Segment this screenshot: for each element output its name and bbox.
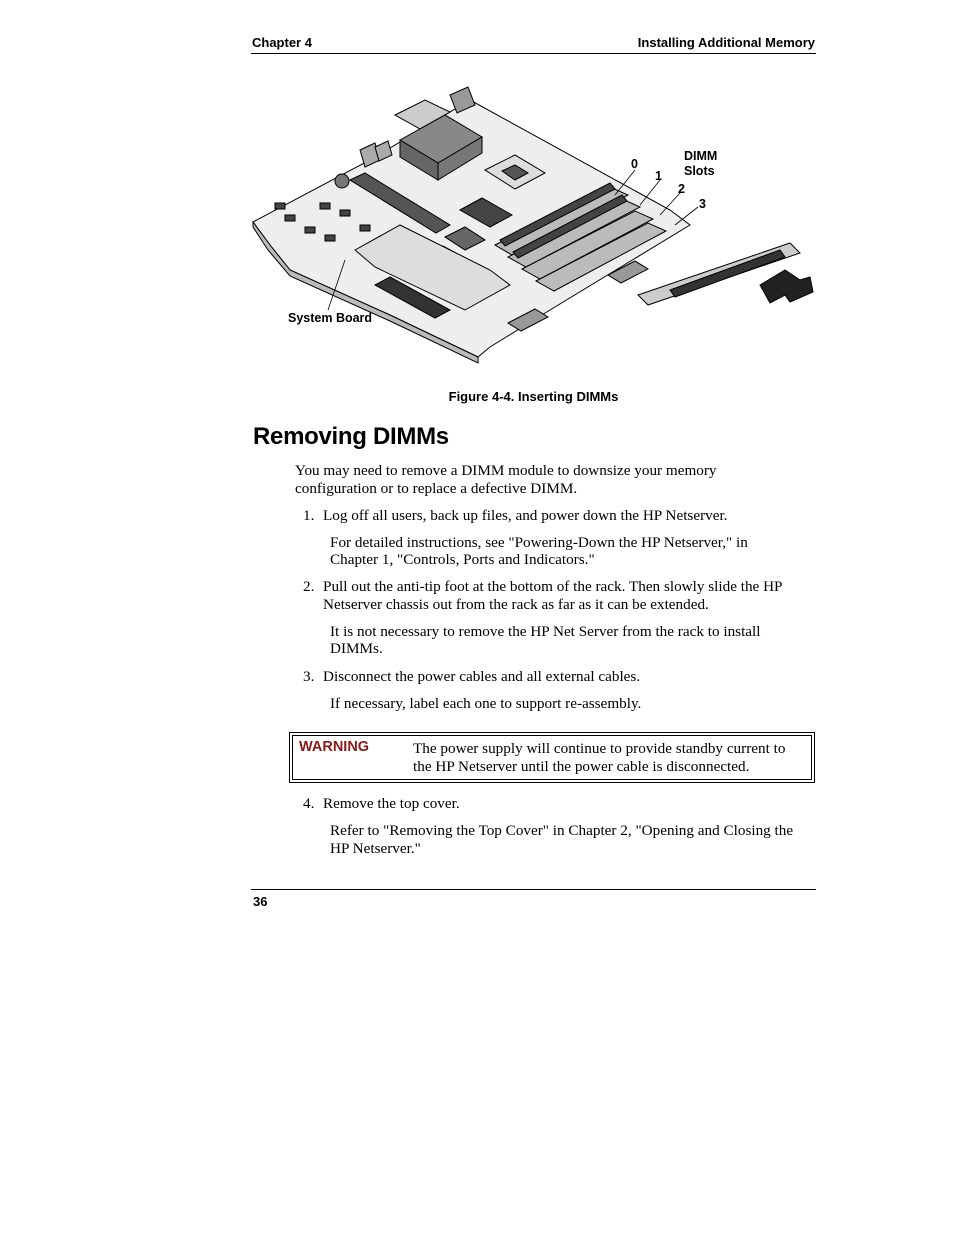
warning-label: WARNING	[299, 739, 370, 755]
step-4-number: 4.	[303, 795, 315, 812]
slot-1-label: 1	[655, 169, 662, 183]
figure-caption: Figure 4-4. Inserting DIMMs	[448, 389, 619, 404]
step-1-note-line-2: Chapter 1, "Controls, Ports and Indicators."	[330, 551, 595, 568]
step-1-text: Log off all users, back up files, and power down the HP Netserver.	[323, 507, 728, 524]
intro-line-1: You may need to remove a DIMM module to downsize your memory	[295, 462, 717, 479]
dimm-slots-label-line2: Slots	[684, 164, 715, 178]
figure-inserting-dimms	[250, 85, 820, 370]
slot-3-label: 3	[699, 197, 706, 211]
page-header	[251, 33, 816, 54]
slot-0-label: 0	[631, 157, 638, 171]
step-2-note-line-2: DIMMs.	[330, 640, 383, 657]
step-1-number: 1.	[303, 507, 315, 524]
step-1-note-line-1: For detailed instructions, see "Powering-Down the HP Netserver," in	[330, 534, 748, 551]
page-footer	[251, 889, 816, 909]
section-heading: Removing DIMMs	[253, 423, 449, 450]
step-3-text: Disconnect the power cables and all external cables.	[323, 668, 641, 685]
step-4-note-line-1: Refer to "Removing the Top Cover" in Chapter 2, "Opening and Closing the	[330, 822, 794, 839]
step-2-text-line-1: Pull out the anti-tip foot at the bottom of the rack. Then slowly slide the HP	[323, 578, 783, 595]
dimm-slots-label-line1: DIMM	[684, 149, 718, 163]
step-2-note-line-1: It is not necessary to remove the HP Net Server from the rack to install	[330, 623, 761, 640]
warning-text-line-2: the HP Netserver until the power cable is disconnected.	[413, 758, 750, 775]
slot-2-label: 2	[678, 182, 685, 196]
system-board-illustration	[250, 85, 820, 370]
step-2-number: 2.	[303, 578, 315, 595]
page-number: 36	[253, 894, 268, 909]
step-3-note: If necessary, label each one to support re-assembly.	[330, 695, 642, 712]
step-4-note-line-2: HP Netserver."	[330, 840, 421, 857]
chapter-label: Chapter 4	[252, 35, 312, 50]
step-2-text-line-2: Netserver chassis out from the rack as far as it can be extended.	[323, 596, 709, 613]
step-4-text: Remove the top cover.	[323, 795, 460, 812]
intro-line-2: configuration or to replace a defective DIMM.	[295, 480, 578, 497]
step-3-number: 3.	[303, 668, 315, 685]
warning-text	[413, 740, 808, 776]
warning-text-line-1: The power supply will continue to provide standby current to	[413, 740, 786, 757]
chapter-title: Installing Additional Memory	[637, 35, 815, 50]
system-board-label: System Board	[288, 311, 373, 325]
warning-box	[289, 732, 815, 783]
